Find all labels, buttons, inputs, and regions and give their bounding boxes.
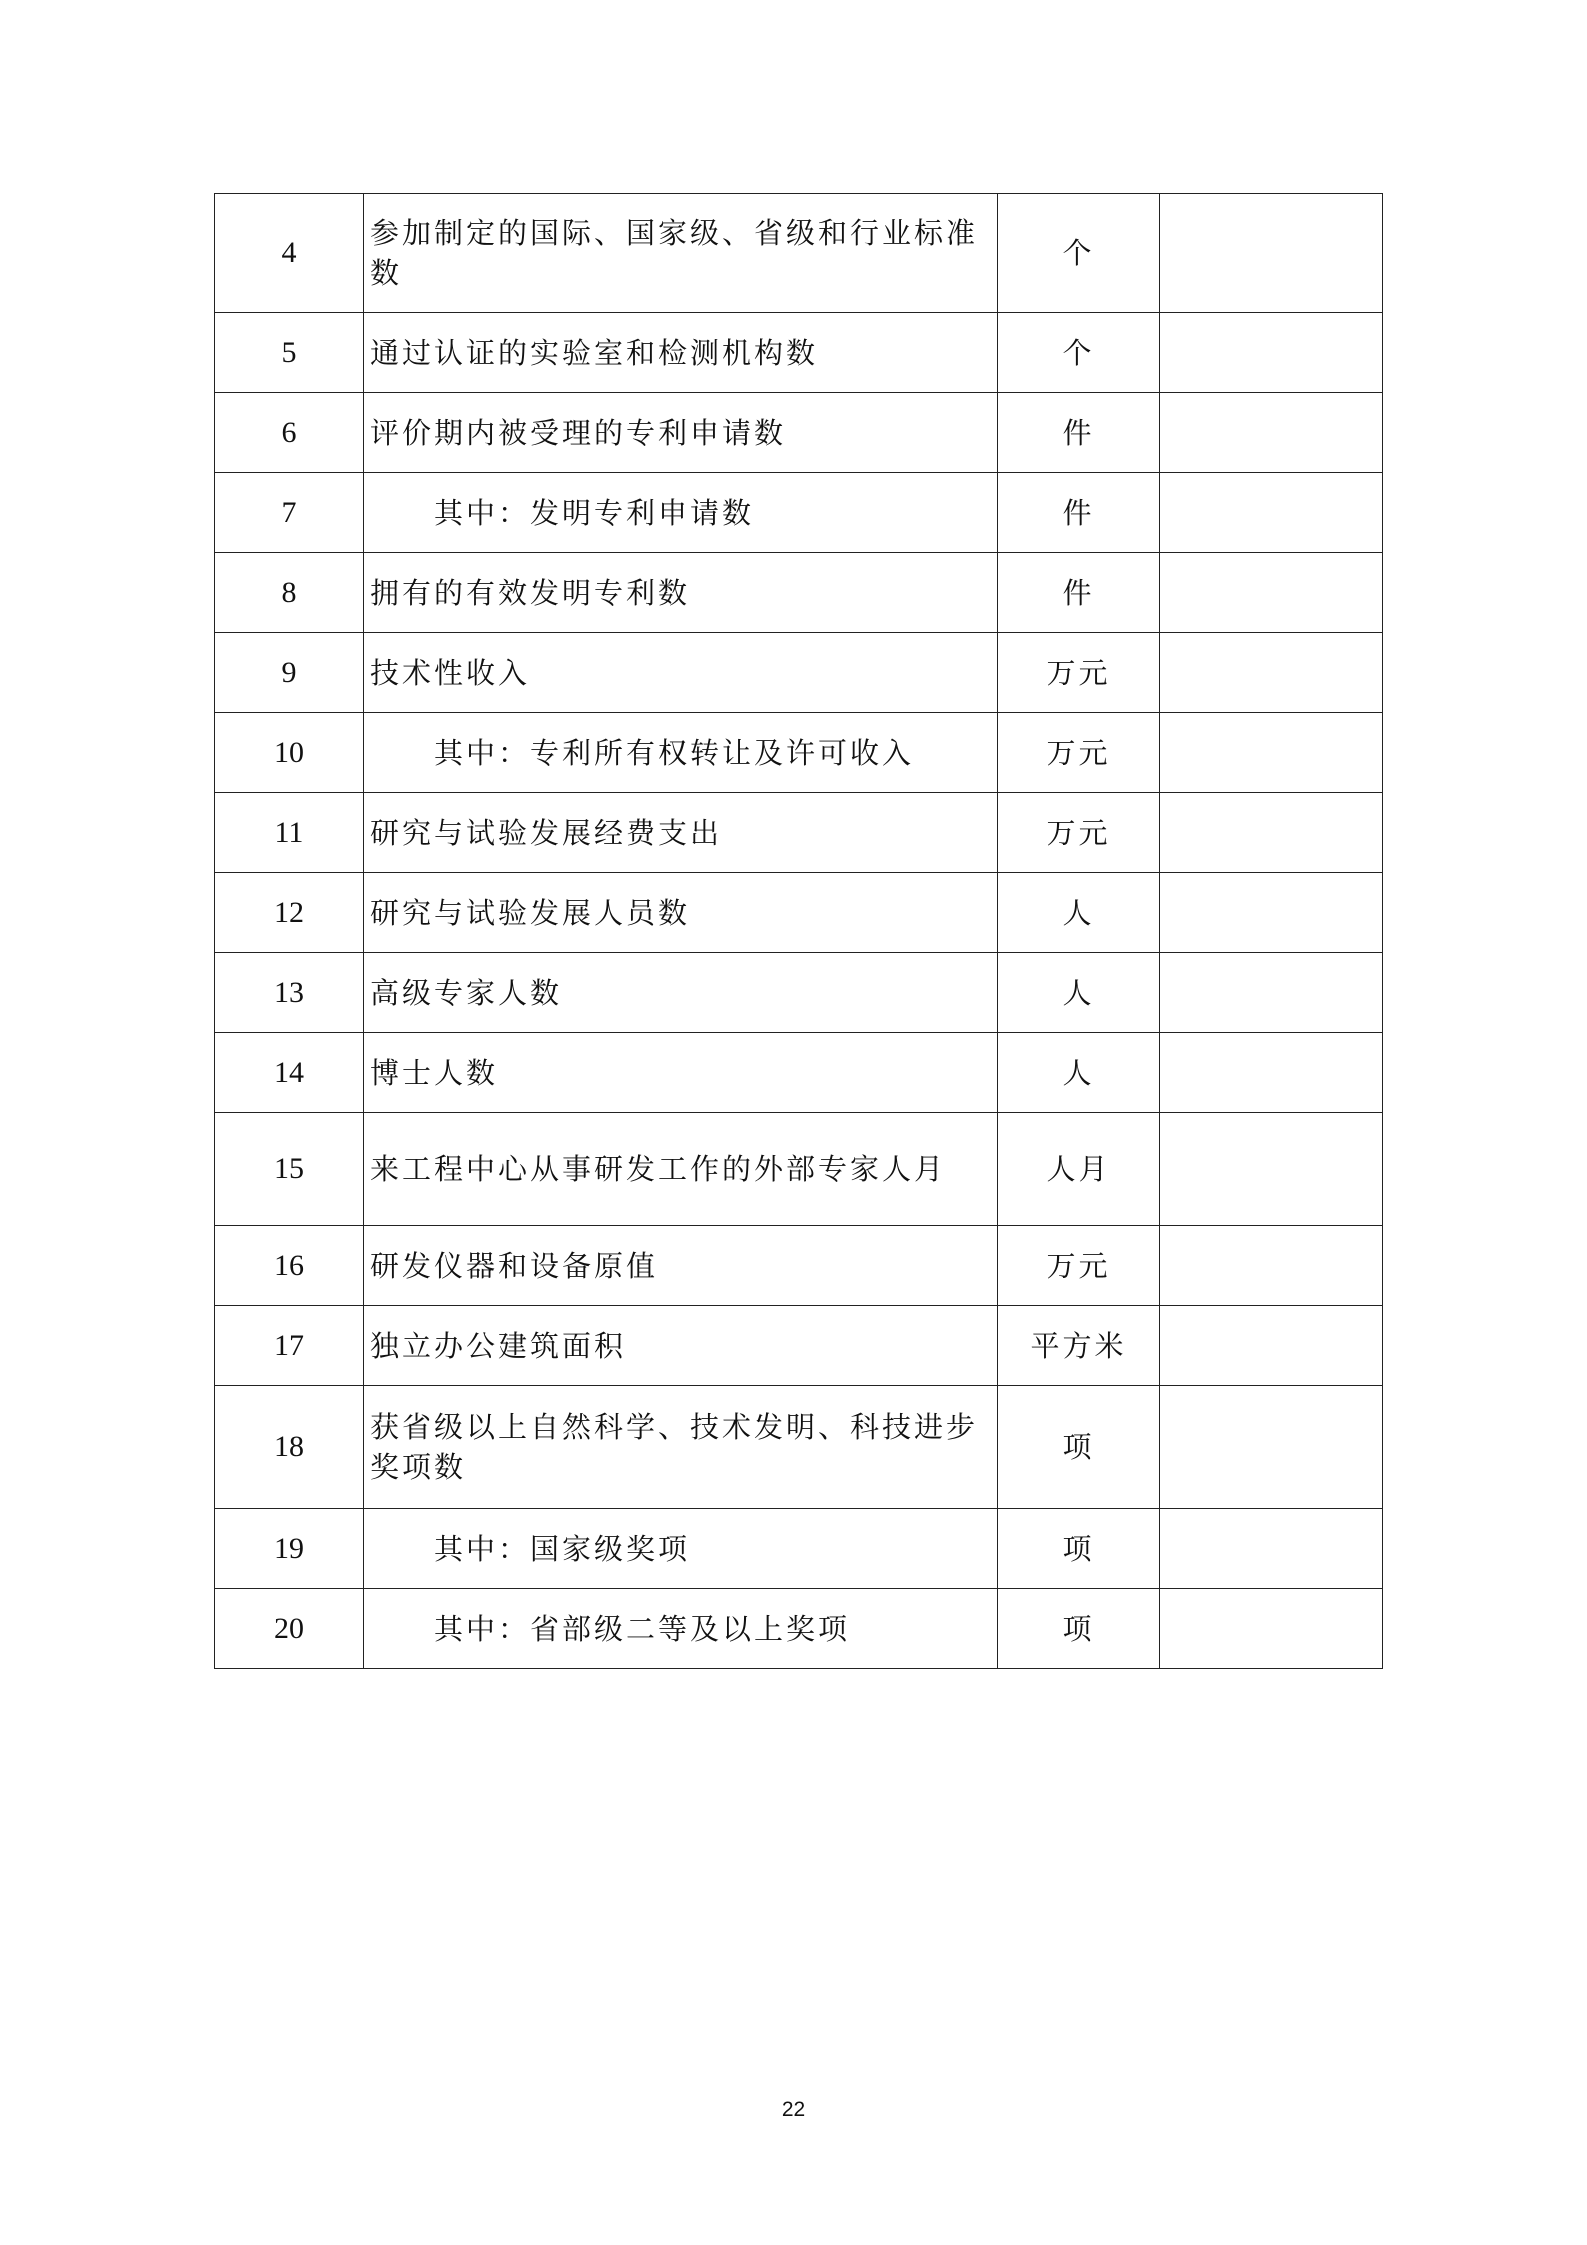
indicator-name: 研究与试验发展人员数 (364, 873, 998, 953)
unit: 个 (998, 194, 1160, 313)
table-row (215, 1589, 1383, 1669)
unit: 件 (998, 473, 1160, 553)
row-number: 9 (215, 633, 364, 713)
value-cell (1160, 1386, 1383, 1509)
indicator-name: 来工程中心从事研发工作的外部专家人月 (364, 1113, 998, 1226)
row-number: 17 (215, 1306, 364, 1386)
indicator-name: 拥有的有效发明专利数 (364, 553, 998, 633)
value-cell (1160, 313, 1383, 393)
unit: 件 (998, 393, 1160, 473)
value-cell (1160, 1589, 1383, 1669)
unit: 项 (998, 1386, 1160, 1509)
row-number: 11 (215, 793, 364, 873)
indicator-name: 参加制定的国际、国家级、省级和行业标准数 (364, 194, 998, 313)
unit: 平方米 (998, 1306, 1160, 1386)
indicator-name: 研发仪器和设备原值 (364, 1226, 998, 1306)
row-number: 10 (215, 713, 364, 793)
indicator-name: 通过认证的实验室和检测机构数 (364, 313, 998, 393)
unit: 万元 (998, 1226, 1160, 1306)
value-cell (1160, 473, 1383, 553)
unit: 人 (998, 953, 1160, 1033)
value-cell (1160, 713, 1383, 793)
unit: 个 (998, 313, 1160, 393)
row-number: 15 (215, 1113, 364, 1226)
value-cell (1160, 1509, 1383, 1589)
unit: 人 (998, 873, 1160, 953)
row-number: 5 (215, 313, 364, 393)
value-cell (1160, 393, 1383, 473)
value-cell (1160, 1033, 1383, 1113)
table-row (215, 553, 1383, 633)
statistics-table (214, 193, 1383, 1669)
table-row (215, 1306, 1383, 1386)
row-number: 18 (215, 1386, 364, 1509)
row-number: 8 (215, 553, 364, 633)
table-row (215, 1033, 1383, 1113)
row-number: 16 (215, 1226, 364, 1306)
indicator-name: 独立办公建筑面积 (364, 1306, 998, 1386)
unit: 件 (998, 553, 1160, 633)
table-row (215, 953, 1383, 1033)
row-number: 19 (215, 1509, 364, 1589)
unit: 万元 (998, 713, 1160, 793)
indicator-name: 其中：国家级奖项 (364, 1509, 998, 1589)
row-number: 7 (215, 473, 364, 553)
table-row (215, 633, 1383, 713)
unit: 项 (998, 1509, 1160, 1589)
table-row (215, 473, 1383, 553)
indicator-name: 评价期内被受理的专利申请数 (364, 393, 998, 473)
indicator-name: 获省级以上自然科学、技术发明、科技进步奖项数 (364, 1386, 998, 1509)
unit: 人 (998, 1033, 1160, 1113)
value-cell (1160, 1306, 1383, 1386)
value-cell (1160, 553, 1383, 633)
table-row (215, 713, 1383, 793)
row-number: 12 (215, 873, 364, 953)
value-cell (1160, 1226, 1383, 1306)
table-row (215, 1386, 1383, 1509)
indicator-name: 博士人数 (364, 1033, 998, 1113)
table-row (215, 873, 1383, 953)
table-row (215, 1509, 1383, 1589)
row-number: 4 (215, 194, 364, 313)
table-row (215, 313, 1383, 393)
unit: 项 (998, 1589, 1160, 1669)
value-cell (1160, 953, 1383, 1033)
unit: 人月 (998, 1113, 1160, 1226)
indicator-name: 高级专家人数 (364, 953, 998, 1033)
value-cell (1160, 1113, 1383, 1226)
indicator-name: 研究与试验发展经费支出 (364, 793, 998, 873)
row-number: 14 (215, 1033, 364, 1113)
page-number: 22 (781, 2098, 806, 2121)
table-row (215, 1226, 1383, 1306)
table-row (215, 1113, 1383, 1226)
indicator-name: 技术性收入 (364, 633, 998, 713)
row-number: 13 (215, 953, 364, 1033)
row-number: 6 (215, 393, 364, 473)
unit: 万元 (998, 633, 1160, 713)
table-row (215, 393, 1383, 473)
table-row (215, 793, 1383, 873)
unit: 万元 (998, 793, 1160, 873)
indicator-name: 其中：省部级二等及以上奖项 (364, 1589, 998, 1669)
value-cell (1160, 633, 1383, 713)
value-cell (1160, 793, 1383, 873)
table-row (215, 194, 1383, 313)
value-cell (1160, 194, 1383, 313)
indicator-name: 其中：发明专利申请数 (364, 473, 998, 553)
indicator-name: 其中：专利所有权转让及许可收入 (364, 713, 998, 793)
value-cell (1160, 873, 1383, 953)
row-number: 20 (215, 1589, 364, 1669)
